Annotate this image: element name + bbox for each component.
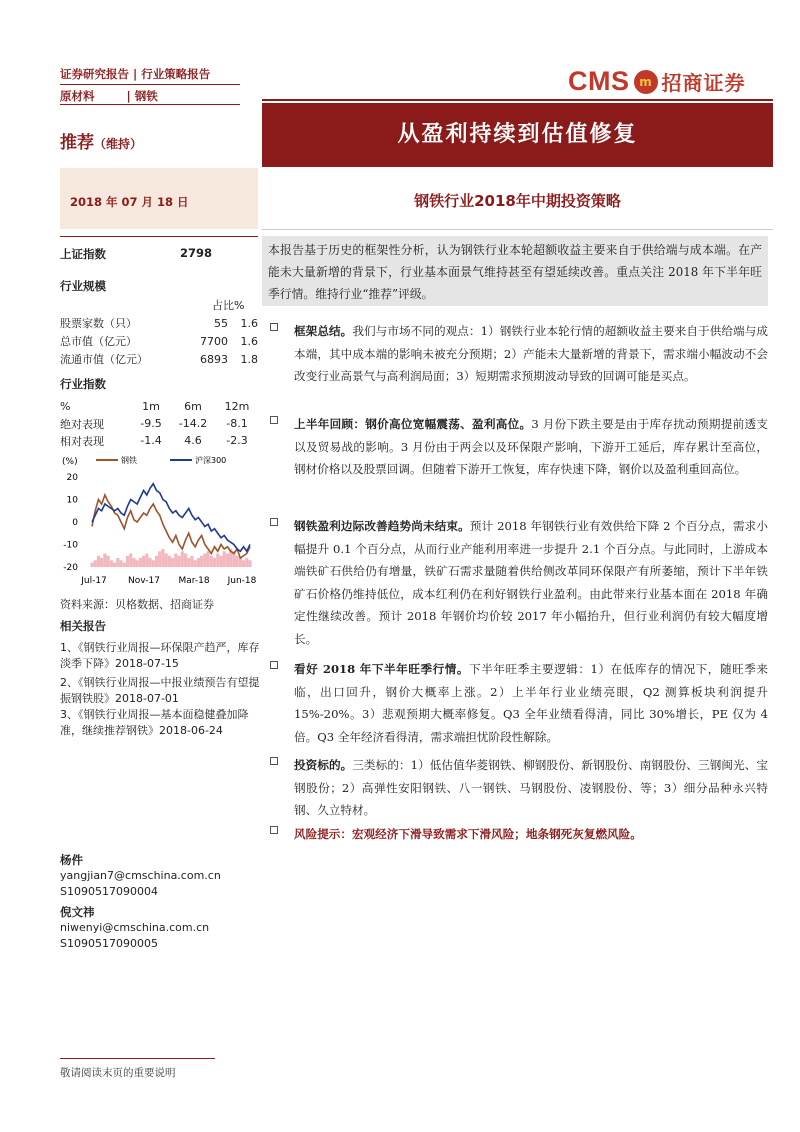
industry-index-chart <box>58 450 258 590</box>
analyst-name: 杨件 <box>60 853 83 867</box>
header-divider <box>60 84 240 85</box>
key-point <box>270 754 768 822</box>
report-type: 证券研究报告 | 行业策略报告 <box>60 67 211 81</box>
volume-bar <box>155 556 158 567</box>
row-label: 流通市值（亿元） <box>60 353 148 366</box>
x-tick-label: Nov-17 <box>127 576 161 586</box>
related-report-item[interactable] <box>60 675 260 707</box>
rating-sub: （维持） <box>94 137 143 151</box>
industry-scale-title: 行业规模 <box>60 279 106 293</box>
legend-label-hs300: 沪深300 <box>195 456 227 465</box>
key-point <box>270 515 768 650</box>
point-heading: 框架总结。 <box>294 324 353 338</box>
point-body: 我们与市场不同的观点：1）钢铁行业本轮行情的超额收益主要来自于供给端与成本端，其中成本端的影响未被充分预期；2）产能未大量新增的背景下，需求端小幅波动不会改变行业高景气与高利润局面；3）短期需求预期波动导致的回调可能是买点。 <box>294 324 768 383</box>
related-reports-title: 相关报告 <box>60 619 106 633</box>
point-heading: 上半年回顾：钢价高位宽幅震荡、盈利高位。 <box>294 417 532 431</box>
volume-bar <box>210 556 213 567</box>
checkbox-bullet-icon <box>270 323 278 331</box>
industry-index-title: 行业指数 <box>60 377 106 391</box>
risk-text: 风险提示：宏观经济下滑导致需求下滑风险；地条钢死灰复燃风险。 <box>294 827 642 841</box>
volume-bar <box>158 551 161 567</box>
col-header: 12m <box>224 400 250 413</box>
volume-bar <box>113 563 116 568</box>
point-body: 三类标的：1）低估值华菱钢铁、柳钢股份、新钢股份、南钢股份、三钢闽光、宝钢股份；2）高弹性安阳钢铁、八一钢铁、马钢股份、凌钢股份、等；3）细分品种永兴特钢、久立特材。 <box>294 758 768 817</box>
report-date: 2018 年 07 月 18 日 <box>70 195 189 209</box>
volume-bar <box>207 551 210 567</box>
volume-bar <box>219 556 222 567</box>
legend-label-steel: 钢铁 <box>121 456 137 465</box>
volume-bar <box>100 558 103 567</box>
volume-bar <box>181 551 184 567</box>
volume-bar <box>190 556 193 567</box>
report-title: 从盈利持续到估值修复 <box>397 121 638 147</box>
analyst-license: S1090517090004 <box>60 885 158 898</box>
volume-bar <box>142 556 145 567</box>
row-value: 55 <box>214 316 228 330</box>
industry-index-table <box>60 398 260 449</box>
row-pct: 1.6 <box>240 316 258 330</box>
x-tick-label: Jul-17 <box>81 576 107 586</box>
volume-bar <box>200 556 203 567</box>
checkbox-bullet-icon <box>270 518 278 526</box>
volume-bar <box>145 554 148 568</box>
volume-bar <box>132 558 135 567</box>
related-report-date: 2018-07-01 <box>115 692 179 705</box>
table-row <box>60 415 260 432</box>
volume-bar <box>184 554 187 568</box>
volume-bar <box>236 556 239 567</box>
volume-bar <box>110 560 113 567</box>
key-point <box>270 413 768 481</box>
chart-unit-label: (%) <box>62 457 78 467</box>
volume-bar <box>187 558 190 567</box>
volume-bar <box>216 554 219 568</box>
volume-bar <box>177 556 180 567</box>
title-band <box>262 103 773 167</box>
cms-logo <box>568 66 746 97</box>
index-value: 2798 <box>180 246 213 260</box>
related-report-title[interactable]: 2、《钢铁行业周报—中报业绩预告有望提振钢铁股》 <box>60 676 260 705</box>
row-value: -1.4 <box>140 434 162 447</box>
related-report-date: 2018-06-24 <box>159 724 223 737</box>
volume-bar <box>94 560 97 567</box>
volume-bar <box>223 551 226 567</box>
row-value: -2.3 <box>226 434 248 447</box>
checkbox-bullet-icon <box>270 416 278 424</box>
related-report-title[interactable]: 1、《钢铁行业周报—环保限产趋严，库存淡季下降》 <box>60 641 260 670</box>
point-heading: 投资标的。 <box>294 758 353 772</box>
logo-text-zh: 招商证券 <box>661 71 746 95</box>
row-value: -14.2 <box>178 417 208 430</box>
volume-bar <box>136 560 139 567</box>
rating <box>60 128 142 153</box>
volume-bar <box>171 558 174 567</box>
footer-disclaimer: 敬请阅读末页的重要说明 <box>60 1067 176 1079</box>
volume-bar <box>197 558 200 567</box>
table-row <box>60 432 260 449</box>
header-divider <box>60 104 240 105</box>
volume-bar <box>168 556 171 567</box>
volume-bar <box>242 560 245 567</box>
title-top-rule <box>262 99 773 101</box>
table-row <box>60 314 260 332</box>
row-value: -9.5 <box>140 417 162 430</box>
volume-bar <box>213 558 216 567</box>
x-tick-label: Jun-18 <box>227 576 257 586</box>
y-tick-label: 0 <box>72 518 78 528</box>
analyst-email[interactable]: yangjian7@cmschina.com.cn <box>60 869 221 882</box>
row-value: 7700 <box>200 334 228 348</box>
volume-bar <box>107 556 110 567</box>
col-header: % <box>60 400 71 413</box>
report-subtitle: 钢铁行业2018年中期投资策略 <box>414 192 621 210</box>
related-report-title[interactable]: 3、《钢铁行业周报—基本面稳健叠加降准，继续推荐钢铁》 <box>60 708 249 737</box>
volume-bar <box>103 554 106 568</box>
related-report-item[interactable] <box>60 707 260 739</box>
volume-bar <box>161 549 164 567</box>
logo-text-en: CMS <box>568 66 630 96</box>
col-header: 6m <box>184 400 202 413</box>
volume-bar <box>174 554 177 568</box>
table-row <box>60 332 260 350</box>
related-report-item[interactable] <box>60 640 260 672</box>
analyst-email[interactable]: niwenyi@cmschina.com.cn <box>60 921 210 934</box>
analyst-block <box>60 904 209 952</box>
row-label: 相对表现 <box>60 434 104 448</box>
footer-rule <box>60 1058 215 1059</box>
row-label: 股票家数（只） <box>60 317 137 330</box>
row-pct: 1.6 <box>240 334 258 348</box>
subtitle-band <box>262 168 773 230</box>
checkbox-bullet-icon <box>270 826 278 834</box>
analyst-name: 倪文祎 <box>60 905 95 919</box>
table-header-row <box>60 398 260 415</box>
volume-bar <box>248 560 251 567</box>
volume-bar <box>245 558 248 567</box>
y-tick-label: 20 <box>66 473 78 483</box>
volume-bar <box>148 558 151 567</box>
row-label: 总市值（亿元） <box>60 335 137 348</box>
y-tick-label: -20 <box>63 563 78 573</box>
date-band <box>60 168 258 229</box>
related-report-date: 2018-07-15 <box>115 657 179 670</box>
checkbox-bullet-icon <box>270 757 278 765</box>
row-value: 6893 <box>200 352 228 366</box>
volume-bar <box>119 560 122 567</box>
row-pct: 1.8 <box>240 352 258 366</box>
point-heading: 看好 2018 年下半年旺季行情。 <box>294 662 470 676</box>
checkbox-bullet-icon <box>270 661 278 669</box>
key-point <box>270 320 768 388</box>
industry-scale-table <box>60 314 260 368</box>
volume-bar <box>116 558 119 567</box>
analyst-license: S1090517090005 <box>60 937 158 950</box>
volume-bar <box>226 554 229 568</box>
chart-source: 资料来源：贝格数据、招商证券 <box>60 598 214 611</box>
volume-bar <box>126 556 129 567</box>
risk-note <box>270 823 768 846</box>
volume-bar <box>152 560 155 567</box>
analyst-block <box>60 852 221 900</box>
left-column-rule <box>60 236 258 237</box>
row-label: 绝对表现 <box>60 417 104 431</box>
row-value: 4.6 <box>184 434 202 447</box>
rating-main: 推荐 <box>60 133 94 153</box>
volume-bar <box>239 558 242 567</box>
pct-header: 占比% <box>212 299 245 312</box>
summary-box: 本报告基于历史的框架性分析，认为钢铁行业本轮超额收益主要来自于供给端与成本端。在产能未大量新增的背景下，行业基本面景气维持甚至有望延续改善。重点关注 2018 年下半年旺季行情。维持行业“推荐”评级。 <box>262 236 768 306</box>
volume-bar <box>194 560 197 567</box>
index-label: 上证指数 <box>60 247 106 261</box>
point-heading: 钢铁盈利边际改善趋势尚未结束。 <box>294 519 470 533</box>
point-body: 下半年旺季主要逻辑：1）在低库存的情况下，随旺季来临，出口回升，钢价大概率上涨。2）上半年行业业绩亮眼，Q2 测算板块利润提升 15%-20%。3）悲观预期大概率修复。Q3 全年业绩看得清，同比 30%增长，PE 仅为 4 倍。Q3 全年经济看得清，需求端担忧阶段性解除。 <box>294 662 768 744</box>
point-body: 3 月份下跌主要是由于库存扰动预期提前透支以及贸易战的影响。3 月份由于两会以及环保限产影响，下游开工延后，库存累计至高位，钢材价格以及股票回调。但随着下游开工恢复，库存快速下降，钢价以及盈利重回高位。 <box>294 417 768 476</box>
y-tick-label: -10 <box>63 540 78 551</box>
series-line-steel <box>92 495 250 558</box>
key-point <box>270 658 768 748</box>
logo-badge-icon: m <box>634 70 658 94</box>
row-value: -8.1 <box>226 417 248 430</box>
table-row <box>60 350 260 368</box>
point-body: 预计 2018 年钢铁行业有效供给下降 2 个百分点，需求小幅提升 0.1 个百分点，从而行业产能利用率进一步提升 2.1 个百分点。与此同时，上游成本端铁矿石供给仍有增量，铁矿石需求量随着供给侧改革同环保限产有所萎缩，预计下半年铁矿石价格仍维持低位，成本红利仍在利好钢铁行业盈利。由此带来行业基本面在 2018 年确定性继续改善。预计 2018 年钢价均价较 2017 年小幅抬升，但行业利润仍有较大幅度增长。 <box>294 519 768 646</box>
volume-bar <box>203 554 206 568</box>
y-tick-label: 10 <box>66 495 78 506</box>
col-header: 1m <box>142 400 160 413</box>
volume-bar <box>165 554 168 568</box>
volume-bar <box>129 554 132 568</box>
volume-bar <box>139 558 142 567</box>
sector-label: 原材料 | 钢铁 <box>60 89 158 103</box>
volume-bar <box>123 563 126 568</box>
volume-bar <box>97 556 100 567</box>
volume-bar <box>90 563 93 568</box>
x-tick-label: Mar-18 <box>178 576 210 586</box>
